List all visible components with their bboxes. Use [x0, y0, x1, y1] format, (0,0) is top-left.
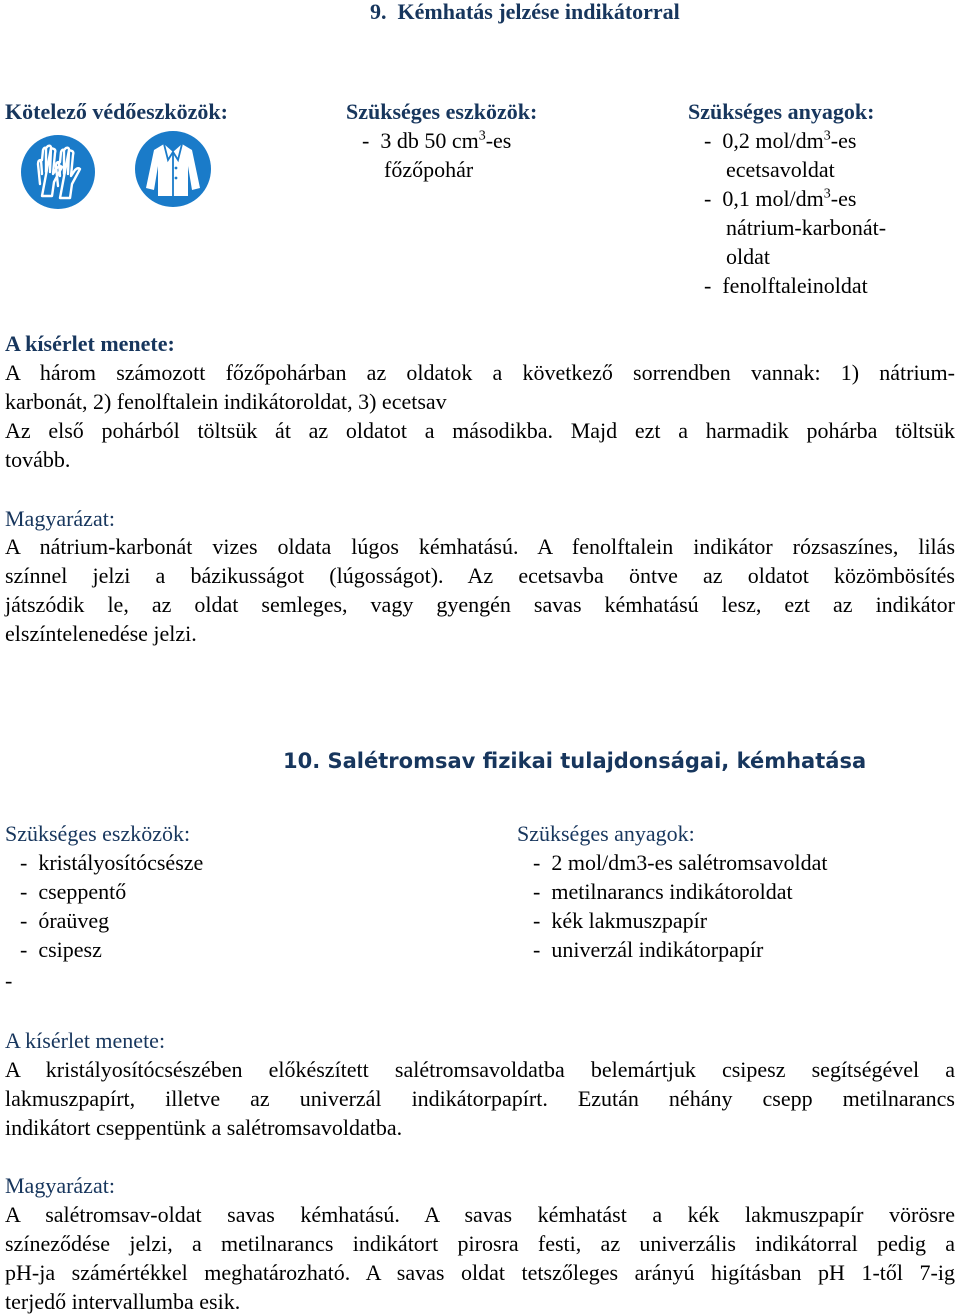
- section10-procedure-text: [5, 1055, 955, 1142]
- material-item: - metilnarancs indikátoroldat: [533, 879, 793, 904]
- explanation-line: elszíntelenedése jelzi.: [5, 621, 197, 646]
- procedure-line: karbonát, 2) fenolftalein indikátoroldat, 3) ecetsav: [5, 389, 447, 414]
- material-suffix: -es: [830, 128, 857, 153]
- lab-coat-icon: [134, 130, 212, 215]
- section10-title: 10. Salétromsav fizikai tulajdonságai, kémhatása: [283, 749, 867, 773]
- section9-tool-item: [362, 126, 511, 155]
- tool-item: - csipesz: [20, 937, 102, 962]
- section9-title: 9. Kémhatás jelzése indikátorral: [370, 0, 680, 24]
- material-sup: 3: [823, 128, 831, 144]
- section9-explanation-heading: Magyarázat:: [5, 506, 115, 531]
- section10-explanation-text: [5, 1200, 955, 1316]
- section9-tool-item-cont: főzőpohár: [384, 157, 474, 182]
- explanation-line: terjedő intervallumba esik.: [5, 1289, 241, 1314]
- material-item-cont: ecetsavoldat: [726, 157, 835, 182]
- material-item: - univerzál indikátorpapír: [533, 937, 764, 962]
- procedure-line: Az első pohárból töltsük át az oldatot a másodikba. Majd ezt a harmadik pohárba töltsük: [5, 418, 955, 443]
- procedure-line: A kristályosítócsészében előkészített salétromsavoldatba belemártjuk csipesz segítségével a: [5, 1057, 955, 1082]
- tool-prefix: - 3 db 50 cm: [362, 128, 479, 153]
- material-sup: 3: [823, 186, 831, 202]
- explanation-line: színeződése jelzi, a metilnarancs indikátort pirosra festi, az univerzális indikátorral pedig a: [5, 1231, 955, 1256]
- section10-tools-heading: Szükséges eszközök:: [5, 821, 191, 846]
- material-item: [704, 184, 856, 213]
- tool-item: - cseppentő: [20, 879, 127, 904]
- section9-procedure-heading: A kísérlet menete:: [5, 331, 175, 356]
- procedure-line: indikátort cseppentünk a salétromsavoldatba.: [5, 1115, 403, 1140]
- material-suffix: -es: [830, 186, 857, 211]
- material-item: - kék lakmuszpapír: [533, 908, 708, 933]
- section9-procedure-text: [5, 358, 955, 474]
- material-prefix: - 0,1 mol/dm: [704, 186, 824, 211]
- explanation-line: A nátrium-karbonát vizes oldata lúgos kémhatású. A fenolftalein indikátor rózsaszínes, lilás: [5, 534, 955, 559]
- tool-item: - óraüveg: [20, 908, 110, 933]
- explanation-line: játszódik le, az oldat semleges, vagy gyengén savas kémhatású lesz, ezt az indikátor: [5, 592, 955, 617]
- section10-tools-list: [20, 848, 203, 964]
- protective-equipment-heading: Kötelező védőeszközök:: [5, 99, 228, 124]
- tool-item: - kristályosítócsésze: [20, 850, 204, 875]
- section10-materials-heading: Szükséges anyagok:: [517, 821, 695, 846]
- tool-suffix: -es: [485, 128, 512, 153]
- section10-procedure-heading: A kísérlet menete:: [5, 1028, 166, 1053]
- material-item-cont: nátrium-karbonát-: [726, 215, 887, 240]
- section9-materials-heading: Szükséges anyagok:: [688, 99, 875, 124]
- section10-explanation-heading: Magyarázat:: [5, 1173, 115, 1198]
- material-item: - fenolftaleinoldat: [704, 273, 868, 298]
- section9-tools-heading: Szükséges eszközök:: [346, 99, 538, 124]
- procedure-line: tovább.: [5, 447, 71, 472]
- section10-materials-list: [533, 848, 828, 964]
- explanation-line: A salétromsav-oldat savas kémhatású. A savas kémhatást a kék lakmuszpapír vörösre: [5, 1202, 955, 1227]
- section9-explanation-text: [5, 532, 955, 648]
- tool-sup: 3: [478, 128, 486, 144]
- procedure-line: A három számozott főzőpohárban az oldatok a következő sorrendben vannak: 1) nátrium-: [5, 360, 955, 385]
- material-prefix: - 0,2 mol/dm: [704, 128, 824, 153]
- stray-dash: -: [5, 968, 13, 993]
- material-item: - 2 mol/dm3-es salétromsavoldat: [533, 850, 828, 875]
- material-item-cont: oldat: [726, 244, 770, 269]
- gloves-icon: [20, 134, 96, 217]
- material-item: [704, 126, 856, 155]
- explanation-line: pH-ja számértékkel meghatározható. A savas oldat tetszőleges arányú higításban pH 1-től 7-ig: [5, 1260, 955, 1285]
- procedure-line: lakmuszpapírt, illetve az univerzál indikátorpapírt. Ezután néhány csepp metilnarancs: [5, 1086, 955, 1111]
- explanation-line: színnel jelzi a bázikusságot (lúgosságot). Az ecetsavba öntve az oldatot közömbösítés: [5, 563, 955, 588]
